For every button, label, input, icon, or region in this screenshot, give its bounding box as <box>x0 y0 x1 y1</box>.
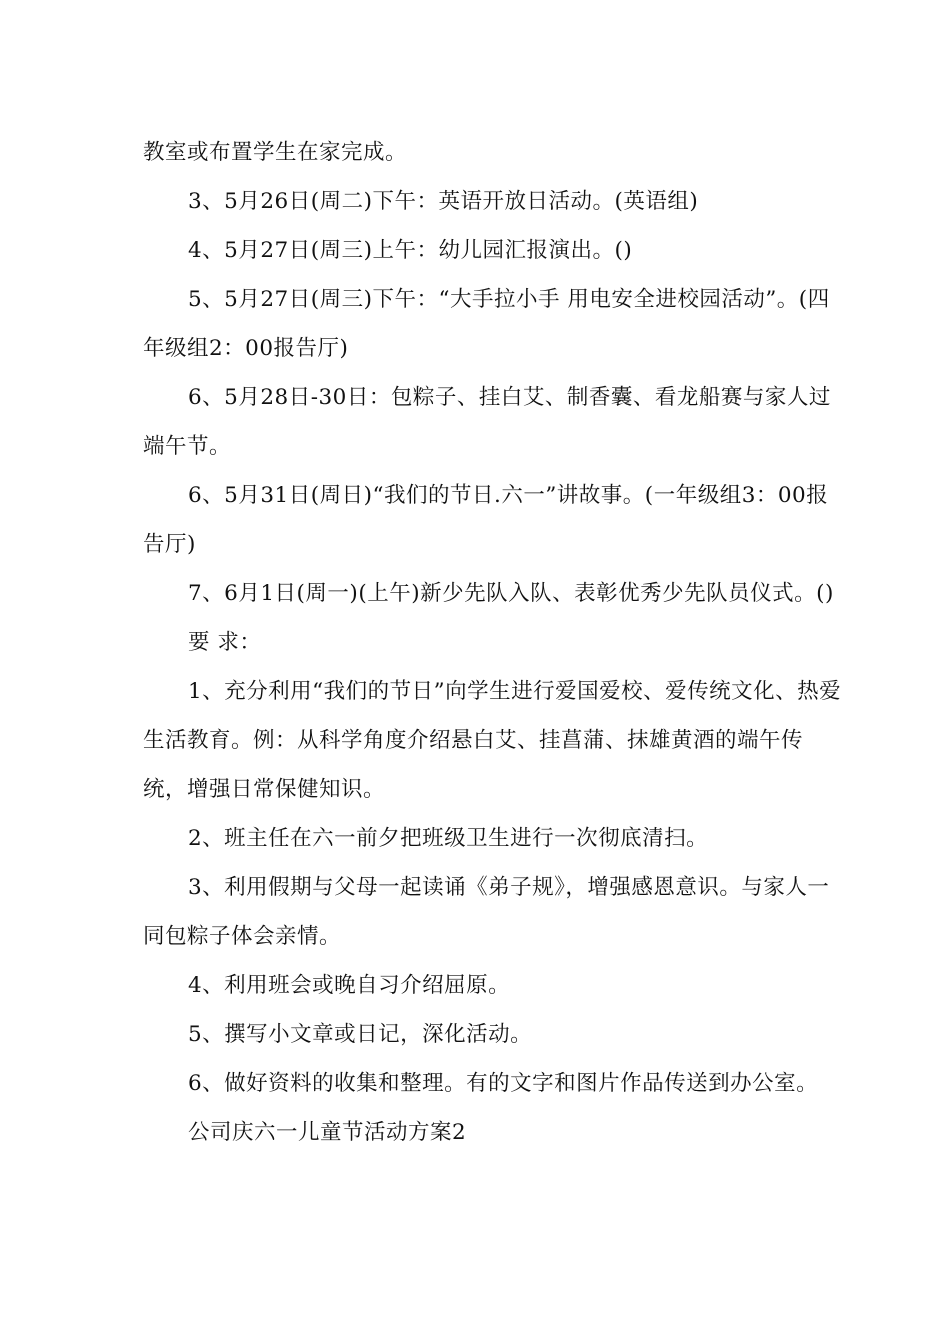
paragraph-item-6-dragon-boat: 6、5月28日-30日：包粽子、挂白艾、制香囊、看龙船赛与家人过端午节。 <box>143 385 831 459</box>
requirement-5: 5、撰写小文章或日记，深化活动。 <box>188 1022 533 1047</box>
requirement-3: 3、利用假期与父母一起读诵《弟子规》，增强感恩意识。与家人一同包粽子体会亲情。 <box>143 875 830 949</box>
requirement-1: 1、充分利用“我们的节日”向学生进行爱国爱校、爱传统文化、热爱生活教育。例：从科学角度介绍悬白艾、挂菖蒲、抹雄黄酒的端午传统，增强日常保健知识。 <box>143 679 842 802</box>
requirement-6: 6、做好资料的收集和整理。有的文字和图片作品传送到办公室。 <box>188 1071 819 1096</box>
section-heading-requirements: 要 求： <box>188 630 262 655</box>
requirement-2: 2、班主任在六一前夕把班级卫生进行一次彻底清扫。 <box>188 826 709 851</box>
paragraph-continuation: 教室或布置学生在家完成。 <box>143 140 408 165</box>
paragraph-item-6-storytelling: 6、5月31日(周日)“我们的节日.六一”讲故事。(一年级组3：00报告厅) <box>143 483 829 557</box>
document-body <box>143 128 843 1157</box>
next-section-title: 公司庆六一儿童节活动方案2 <box>188 1120 467 1145</box>
paragraph-item-4-kindergarten-show: 4、5月27日(周三)上午：幼儿园汇报演出。() <box>188 238 633 263</box>
requirement-4: 4、利用班会或晚自习介绍屈原。 <box>188 973 511 998</box>
paragraph-item-5-electricity-safety: 5、5月27日(周三)下午：“大手拉小手 用电安全进校园活动”。(四年级组2：00报告厅) <box>143 287 830 361</box>
paragraph-item-3-english-open-day: 3、5月26日(周二)下午：英语开放日活动。(英语组) <box>188 189 699 214</box>
paragraph-item-7-young-pioneers: 7、6月1日(周一)(上午)新少先队入队、表彰优秀少先队员仪式。() <box>188 581 834 606</box>
